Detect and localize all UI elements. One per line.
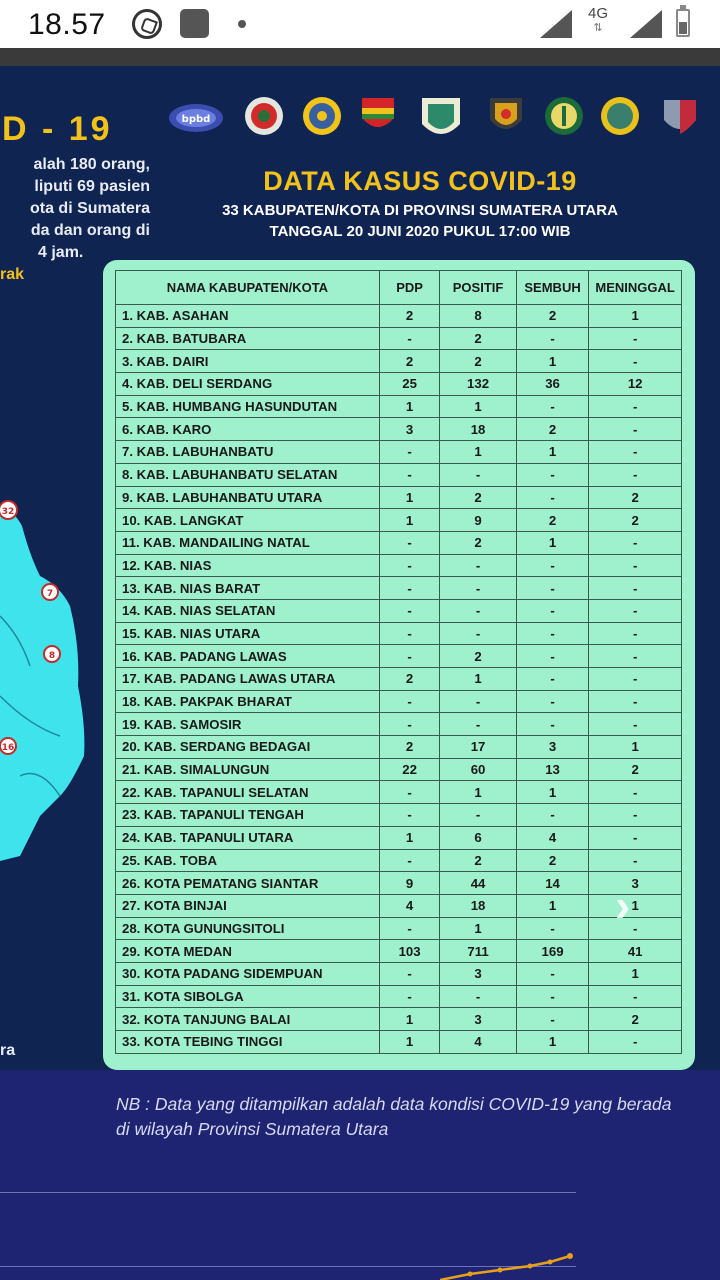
battery-icon bbox=[676, 9, 690, 37]
cell-pdp: 1 bbox=[379, 509, 439, 532]
table-row bbox=[116, 645, 682, 668]
cell-positif: 60 bbox=[440, 758, 517, 781]
table-row bbox=[116, 736, 682, 759]
table-row bbox=[116, 373, 682, 396]
header-name: NAMA KABUPATEN/KOTA bbox=[116, 271, 380, 305]
cell-meninggal: - bbox=[589, 781, 682, 804]
svg-text:bpbd: bpbd bbox=[181, 114, 211, 125]
cell-name: 6. KAB. KARO bbox=[116, 418, 380, 441]
cell-name: 7. KAB. LABUHANBATU bbox=[116, 441, 380, 464]
cell-pdp: - bbox=[379, 622, 439, 645]
cell-name: 12. KAB. NIAS bbox=[116, 554, 380, 577]
cell-pdp: 103 bbox=[379, 940, 439, 963]
table-body bbox=[116, 305, 682, 1054]
cell-pdp: - bbox=[379, 554, 439, 577]
cell-sembuh: - bbox=[516, 463, 589, 486]
cell-positif: 2 bbox=[440, 350, 517, 373]
header-positif: POSITIF bbox=[440, 271, 517, 305]
cell-meninggal: - bbox=[589, 463, 682, 486]
cell-name: 20. KAB. SERDANG BEDAGAI bbox=[116, 736, 380, 759]
cell-pdp: - bbox=[379, 599, 439, 622]
status-bar bbox=[0, 0, 720, 48]
header-sembuh: SEMBUH bbox=[516, 271, 589, 305]
cell-positif: 1 bbox=[440, 668, 517, 691]
cell-positif: 2 bbox=[440, 327, 517, 350]
justice-logo-icon bbox=[542, 94, 586, 138]
partial-poster-title: D - 19 bbox=[2, 110, 113, 148]
cell-sembuh: 2 bbox=[516, 418, 589, 441]
cell-meninggal: - bbox=[589, 690, 682, 713]
cell-pdp: - bbox=[379, 985, 439, 1008]
table-row bbox=[116, 554, 682, 577]
data-note: NB : Data yang ditampilkan adalah data kondisi COVID-19 yang berada di wilayah Provinsi Sumatera Utara bbox=[116, 1094, 672, 1139]
cell-sembuh: 1 bbox=[516, 350, 589, 373]
cell-positif: 6 bbox=[440, 826, 517, 849]
cell-name: 4. KAB. DELI SERDANG bbox=[116, 373, 380, 396]
app-notification-icon bbox=[180, 9, 209, 38]
table-row bbox=[116, 1031, 682, 1054]
table-row bbox=[116, 826, 682, 849]
covid-poster[interactable] bbox=[0, 66, 720, 1070]
cell-pdp: 2 bbox=[379, 736, 439, 759]
badge-logo-icon bbox=[658, 94, 702, 138]
cases-table bbox=[115, 270, 682, 1054]
table-row bbox=[116, 486, 682, 509]
cell-meninggal: - bbox=[589, 849, 682, 872]
cell-positif: - bbox=[440, 985, 517, 1008]
map-marker bbox=[0, 501, 17, 519]
cell-meninggal: 2 bbox=[589, 486, 682, 509]
cell-name: 18. KAB. PAKPAK BHARAT bbox=[116, 690, 380, 713]
cases-table-panel bbox=[103, 260, 695, 1070]
table-header-row bbox=[116, 271, 682, 305]
sumatra-utara-map bbox=[0, 496, 100, 876]
poster-title: DATA KASUS COVID-19 bbox=[263, 166, 577, 196]
cell-name: 9. KAB. LABUHANBATU UTARA bbox=[116, 486, 380, 509]
table-row bbox=[116, 622, 682, 645]
cell-name: 24. KAB. TAPANULI UTARA bbox=[116, 826, 380, 849]
cell-sembuh: 1 bbox=[516, 894, 589, 917]
cell-meninggal: - bbox=[589, 645, 682, 668]
cell-meninggal: - bbox=[589, 418, 682, 441]
cell-name: 25. KAB. TOBA bbox=[116, 849, 380, 872]
partial-footer-text: ra bbox=[0, 1042, 16, 1059]
cell-positif: 2 bbox=[440, 486, 517, 509]
whatsapp-icon bbox=[132, 9, 162, 39]
cell-positif: 2 bbox=[440, 849, 517, 872]
cell-sembuh: - bbox=[516, 554, 589, 577]
cell-positif: 18 bbox=[440, 894, 517, 917]
cell-meninggal: - bbox=[589, 577, 682, 600]
chart-gridline bbox=[0, 1192, 576, 1193]
cell-positif: - bbox=[440, 804, 517, 827]
map-marker-label: 16 bbox=[1, 743, 15, 753]
cell-positif: 8 bbox=[440, 305, 517, 328]
table-row bbox=[116, 305, 682, 328]
table-row bbox=[116, 690, 682, 713]
cell-name: 26. KOTA PEMATANG SIANTAR bbox=[116, 872, 380, 895]
cell-positif: 1 bbox=[440, 441, 517, 464]
cell-meninggal: - bbox=[589, 917, 682, 940]
cell-positif: 3 bbox=[440, 962, 517, 985]
cell-pdp: - bbox=[379, 713, 439, 736]
cell-sembuh: - bbox=[516, 962, 589, 985]
bpbd-logo-icon bbox=[168, 94, 224, 138]
cell-name: 22. KAB. TAPANULI SELATAN bbox=[116, 781, 380, 804]
cell-meninggal: - bbox=[589, 441, 682, 464]
cell-positif: 2 bbox=[440, 645, 517, 668]
signal-icon bbox=[540, 10, 572, 38]
cell-meninggal: - bbox=[589, 531, 682, 554]
cell-positif: 1 bbox=[440, 917, 517, 940]
cell-name: 30. KOTA PADANG SIDEMPUAN bbox=[116, 962, 380, 985]
table-row bbox=[116, 985, 682, 1008]
more-notifications-icon bbox=[238, 20, 246, 28]
image-viewer-top-bar bbox=[0, 48, 720, 66]
partial-line: 4 jam. bbox=[38, 244, 84, 261]
cell-pdp: 1 bbox=[379, 1031, 439, 1054]
map-marker bbox=[42, 584, 58, 600]
cell-sembuh: 13 bbox=[516, 758, 589, 781]
table-row bbox=[116, 917, 682, 940]
table-row bbox=[116, 350, 682, 373]
cell-name: 17. KAB. PADANG LAWAS UTARA bbox=[116, 668, 380, 691]
cell-name: 33. KOTA TEBING TINGGI bbox=[116, 1031, 380, 1054]
cell-name: 14. KAB. NIAS SELATAN bbox=[116, 599, 380, 622]
cell-pdp: 1 bbox=[379, 486, 439, 509]
poster-date: TANGGAL 20 JUNI 2020 PUKUL 17:00 WIB bbox=[269, 223, 571, 240]
partial-line: ota di Sumatera bbox=[29, 200, 150, 217]
next-image-chevron-icon[interactable]: › bbox=[615, 879, 631, 931]
lower-image-panel bbox=[0, 1070, 720, 1280]
signal-icon-secondary bbox=[630, 10, 662, 38]
cell-sembuh: 1 bbox=[516, 531, 589, 554]
map-marker-label: 8 bbox=[48, 651, 56, 661]
header-meninggal: MENINGGAL bbox=[589, 271, 682, 305]
cell-name: 5. KAB. HUMBANG HASUNDUTAN bbox=[116, 395, 380, 418]
cell-name: 2. KAB. BATUBARA bbox=[116, 327, 380, 350]
cell-pdp: 4 bbox=[379, 894, 439, 917]
table-row bbox=[116, 463, 682, 486]
cell-sembuh: - bbox=[516, 713, 589, 736]
cell-pdp: 1 bbox=[379, 395, 439, 418]
cell-meninggal: - bbox=[589, 554, 682, 577]
cell-sembuh: - bbox=[516, 804, 589, 827]
cell-positif: 1 bbox=[440, 395, 517, 418]
table-row bbox=[116, 894, 682, 917]
cell-positif: - bbox=[440, 554, 517, 577]
cell-pdp: 25 bbox=[379, 373, 439, 396]
table-row bbox=[116, 758, 682, 781]
police-shield-icon bbox=[484, 94, 528, 138]
cell-name: 23. KAB. TAPANULI TENGAH bbox=[116, 804, 380, 827]
table-row bbox=[116, 1008, 682, 1031]
table-row bbox=[116, 872, 682, 895]
cell-positif: 17 bbox=[440, 736, 517, 759]
partial-line: alah 180 orang, bbox=[33, 156, 150, 173]
cell-pdp: 1 bbox=[379, 1008, 439, 1031]
map-marker bbox=[44, 646, 60, 662]
cell-name: 11. KAB. MANDAILING NATAL bbox=[116, 531, 380, 554]
cell-positif: 2 bbox=[440, 531, 517, 554]
table-row bbox=[116, 577, 682, 600]
cell-sembuh: - bbox=[516, 327, 589, 350]
police-logo-icon bbox=[300, 94, 344, 138]
cell-meninggal: - bbox=[589, 622, 682, 645]
cell-name: 10. KAB. LANGKAT bbox=[116, 509, 380, 532]
cell-pdp: 22 bbox=[379, 758, 439, 781]
cell-sembuh: 4 bbox=[516, 826, 589, 849]
table-row bbox=[116, 804, 682, 827]
cell-pdp: - bbox=[379, 441, 439, 464]
cell-name: 16. KAB. PADANG LAWAS bbox=[116, 645, 380, 668]
cell-name: 21. KAB. SIMALUNGUN bbox=[116, 758, 380, 781]
table-row bbox=[116, 418, 682, 441]
cell-sembuh: - bbox=[516, 395, 589, 418]
cell-meninggal: 12 bbox=[589, 373, 682, 396]
cell-meninggal: 1 bbox=[589, 736, 682, 759]
cell-sembuh: 1 bbox=[516, 441, 589, 464]
cell-positif: - bbox=[440, 690, 517, 713]
cell-sembuh: - bbox=[516, 668, 589, 691]
cell-pdp: - bbox=[379, 463, 439, 486]
cell-name: 29. KOTA MEDAN bbox=[116, 940, 380, 963]
cell-pdp: - bbox=[379, 690, 439, 713]
cell-pdp: - bbox=[379, 645, 439, 668]
cell-meninggal: - bbox=[589, 713, 682, 736]
cell-sembuh: - bbox=[516, 1008, 589, 1031]
map-marker-label: 32 bbox=[1, 507, 15, 517]
cell-sembuh: - bbox=[516, 690, 589, 713]
table-row bbox=[116, 531, 682, 554]
cell-sembuh: 1 bbox=[516, 1031, 589, 1054]
province-logo-icon bbox=[416, 94, 466, 144]
partial-line: da dan orang di bbox=[30, 222, 150, 239]
cell-sembuh: - bbox=[516, 622, 589, 645]
cell-positif: 132 bbox=[440, 373, 517, 396]
cell-meninggal: - bbox=[589, 826, 682, 849]
cell-meninggal: - bbox=[589, 350, 682, 373]
table-row bbox=[116, 509, 682, 532]
cell-meninggal: 1 bbox=[589, 962, 682, 985]
institution-logos bbox=[168, 94, 708, 144]
cell-pdp: 1 bbox=[379, 826, 439, 849]
cell-positif: - bbox=[440, 463, 517, 486]
cell-pdp: - bbox=[379, 962, 439, 985]
cell-sembuh: - bbox=[516, 985, 589, 1008]
cell-meninggal: 2 bbox=[589, 1008, 682, 1031]
cell-positif: 4 bbox=[440, 1031, 517, 1054]
cell-pdp: - bbox=[379, 327, 439, 350]
cell-sembuh: 14 bbox=[516, 872, 589, 895]
network-type-label: 4G ⇅ bbox=[588, 5, 609, 34]
partial-highlight: rak bbox=[0, 266, 25, 283]
cell-sembuh: 2 bbox=[516, 509, 589, 532]
cell-sembuh: - bbox=[516, 577, 589, 600]
table-row bbox=[116, 599, 682, 622]
cell-name: 32. KOTA TANJUNG BALAI bbox=[116, 1008, 380, 1031]
cell-positif: 9 bbox=[440, 509, 517, 532]
cell-pdp: - bbox=[379, 917, 439, 940]
map-marker bbox=[0, 738, 16, 754]
table-row bbox=[116, 713, 682, 736]
cell-positif: 1 bbox=[440, 781, 517, 804]
status-time: 18.57 bbox=[28, 8, 106, 41]
map-marker-label: 7 bbox=[46, 589, 54, 599]
cell-sembuh: 3 bbox=[516, 736, 589, 759]
cell-name: 13. KAB. NIAS BARAT bbox=[116, 577, 380, 600]
cell-positif: 18 bbox=[440, 418, 517, 441]
cell-meninggal: - bbox=[589, 1031, 682, 1054]
cell-name: 1. KAB. ASAHAN bbox=[116, 305, 380, 328]
cell-meninggal: - bbox=[589, 395, 682, 418]
cell-pdp: - bbox=[379, 577, 439, 600]
cell-sembuh: 2 bbox=[516, 849, 589, 872]
table-row bbox=[116, 940, 682, 963]
cell-meninggal: - bbox=[589, 599, 682, 622]
cell-sembuh: - bbox=[516, 645, 589, 668]
emblem-logo-icon bbox=[598, 94, 642, 138]
cell-positif: 44 bbox=[440, 872, 517, 895]
cell-positif: - bbox=[440, 577, 517, 600]
cell-sembuh: - bbox=[516, 599, 589, 622]
cell-positif: - bbox=[440, 713, 517, 736]
cell-name: 27. KOTA BINJAI bbox=[116, 894, 380, 917]
table-row bbox=[116, 849, 682, 872]
cell-pdp: - bbox=[379, 849, 439, 872]
cell-meninggal: 2 bbox=[589, 509, 682, 532]
seal-logo-icon bbox=[242, 94, 286, 138]
cell-pdp: 3 bbox=[379, 418, 439, 441]
cell-positif: 711 bbox=[440, 940, 517, 963]
cell-pdp: - bbox=[379, 531, 439, 554]
header-pdp: PDP bbox=[379, 271, 439, 305]
shield-logo-icon bbox=[356, 94, 400, 138]
table-row bbox=[116, 395, 682, 418]
cell-meninggal: - bbox=[589, 804, 682, 827]
cell-pdp: 2 bbox=[379, 305, 439, 328]
trend-line bbox=[440, 1230, 600, 1280]
cell-positif: 3 bbox=[440, 1008, 517, 1031]
cell-meninggal: 1 bbox=[589, 894, 682, 917]
cell-meninggal: 2 bbox=[589, 758, 682, 781]
poster-subtitle: 33 KABUPATEN/KOTA DI PROVINSI SUMATERA UTARA bbox=[222, 202, 618, 219]
cell-positif: - bbox=[440, 622, 517, 645]
cell-pdp: 2 bbox=[379, 350, 439, 373]
table-row bbox=[116, 962, 682, 985]
cell-sembuh: 2 bbox=[516, 305, 589, 328]
partial-line: liputi 69 pasien bbox=[34, 178, 150, 195]
table-row bbox=[116, 781, 682, 804]
cell-meninggal: - bbox=[589, 668, 682, 691]
cell-pdp: - bbox=[379, 804, 439, 827]
cell-name: 15. KAB. NIAS UTARA bbox=[116, 622, 380, 645]
cell-sembuh: - bbox=[516, 917, 589, 940]
cell-meninggal: 1 bbox=[589, 305, 682, 328]
cell-pdp: 2 bbox=[379, 668, 439, 691]
cell-name: 31. KOTA SIBOLGA bbox=[116, 985, 380, 1008]
cell-sembuh: 1 bbox=[516, 781, 589, 804]
cell-pdp: - bbox=[379, 781, 439, 804]
cell-meninggal: 41 bbox=[589, 940, 682, 963]
cell-name: 19. KAB. SAMOSIR bbox=[116, 713, 380, 736]
table-row bbox=[116, 441, 682, 464]
cell-positif: - bbox=[440, 599, 517, 622]
cell-sembuh: - bbox=[516, 486, 589, 509]
cell-meninggal: - bbox=[589, 327, 682, 350]
cell-sembuh: 169 bbox=[516, 940, 589, 963]
cell-meninggal: 3 bbox=[589, 872, 682, 895]
table-row bbox=[116, 668, 682, 691]
cell-name: 28. KOTA GUNUNGSITOLI bbox=[116, 917, 380, 940]
cell-name: 8. KAB. LABUHANBATU SELATAN bbox=[116, 463, 380, 486]
cell-name: 3. KAB. DAIRI bbox=[116, 350, 380, 373]
table-row bbox=[116, 327, 682, 350]
cell-sembuh: 36 bbox=[516, 373, 589, 396]
cell-pdp: 9 bbox=[379, 872, 439, 895]
cell-meninggal: - bbox=[589, 985, 682, 1008]
